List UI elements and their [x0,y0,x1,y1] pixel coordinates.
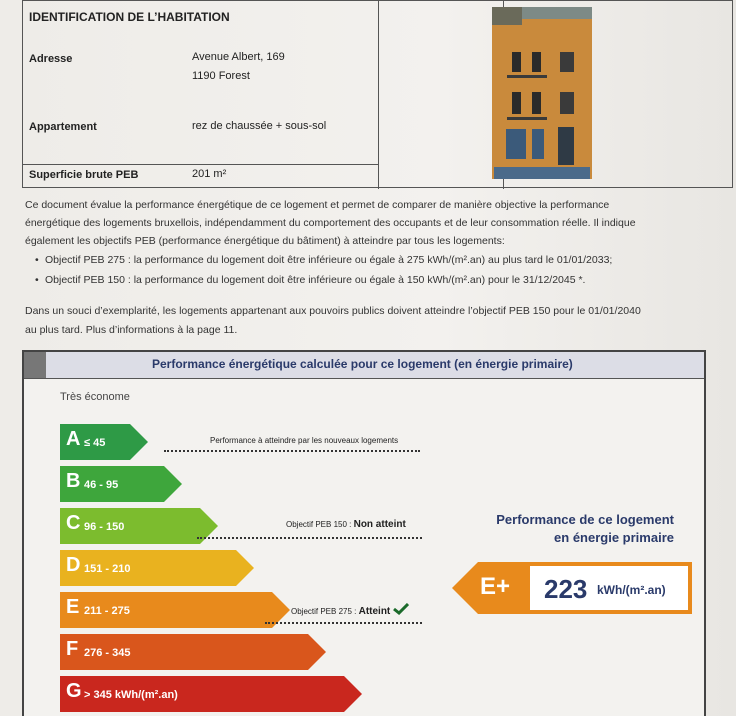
public-line-2: au plus tard. Plus d’informations à la page 11. [25,324,238,336]
energy-class-range: 151 - 210 [84,563,131,575]
peb-275-line [265,622,422,624]
intro-line-2: énergétique des logements bruxellois, indépendamment du comportement des occupants et de leur consommation réelle. Il indique [25,217,636,229]
energy-class-range: 276 - 345 [84,647,131,659]
energy-class-range: > 345 kWh/(m².an) [84,689,178,701]
energy-class-letter: B [66,470,81,492]
note-275-status: Atteint [358,606,391,617]
address-line2: 1190 Forest [192,70,250,82]
result-class: E+ [480,573,511,600]
energy-class-e [60,592,290,628]
energy-class-range: 96 - 150 [84,521,125,533]
intro-line-3: également les objectifs PEB (performance énergétique du bâtiment) à atteindre par tous les logements: [25,235,505,247]
top-label: Très économe [60,391,130,403]
energy-class-c [60,508,218,544]
energy-class-letter: C [66,512,81,534]
result-label-line2: en énergie primaire [554,530,674,545]
energy-class-d [60,550,254,586]
energy-class-letter: E [66,596,80,618]
address-label: Adresse [29,53,73,65]
intro-line-1: Ce document évalue la performance énergétique de ce logement et permet de comparer de manière objective la performance [25,199,610,211]
note-150-status: Non atteint [353,519,406,530]
energy-class-b [60,466,182,502]
energy-class-letter: A [66,428,81,450]
bullet-peb-275: • Objectif PEB 275 : la performance du logement doit être inférieure ou égale à 275 kWh/(m².an) au plus tard le 01/01/2033; [45,254,612,266]
identification-table [22,0,733,188]
identification-title: IDENTIFICATION DE L’HABITATION [29,10,230,24]
new-buildings-line [164,450,420,452]
note-new-buildings: Performance à atteindre par les nouveaux logements [210,436,399,445]
energy-class-range: 46 - 95 [84,479,119,491]
note-peb-150 [286,519,406,530]
result-indicator [452,562,692,614]
result-unit: kWh/(m².an) [597,583,666,597]
result-value: 223 [544,574,588,604]
result-label-line1: Performance de ce logement [496,512,674,527]
energy-class-f [60,634,326,670]
check-icon [393,603,409,615]
energy-class-letter: F [66,638,79,660]
energy-class-letter: G [66,680,82,702]
performance-title: Performance énergétique calculée pour ce logement (en énergie primaire) [152,357,573,371]
energy-class-g [60,676,362,712]
surface-label: Superficie brute PEB [29,169,139,181]
energy-class-letter: D [66,554,81,576]
address-line1: Avenue Albert, 169 [192,51,285,63]
apartment-value: rez de chaussée + sous-sol [192,120,327,132]
note-peb-275 [291,603,409,617]
energy-class-a [60,424,148,460]
peb-150-line [197,537,422,539]
energy-class-range: 211 - 275 [84,605,130,617]
note-150-prefix: Objectif PEB 150 : [286,520,354,529]
energy-class-range: ≤ 45 [84,437,106,449]
divider [23,164,378,165]
apartment-label: Appartement [29,121,97,133]
performance-header [24,352,704,379]
note-275-prefix: Objectif PEB 275 : [291,607,359,616]
performance-box [22,350,706,716]
bullet-peb-150: • Objectif PEB 150 : la performance du logement doit être inférieure ou égale à 150 kWh/(m².an) pour le 31/12/2045 *. [45,274,585,286]
divider [378,1,379,189]
building-photo [492,7,592,179]
public-line-1: Dans un souci d’exemplarité, les logements appartenant aux pouvoirs publics doivent atteindre l’objectif PEB 150 pour le 01/01/2040 [25,305,641,317]
header-square [24,352,46,378]
surface-value: 201 m² [192,168,227,180]
